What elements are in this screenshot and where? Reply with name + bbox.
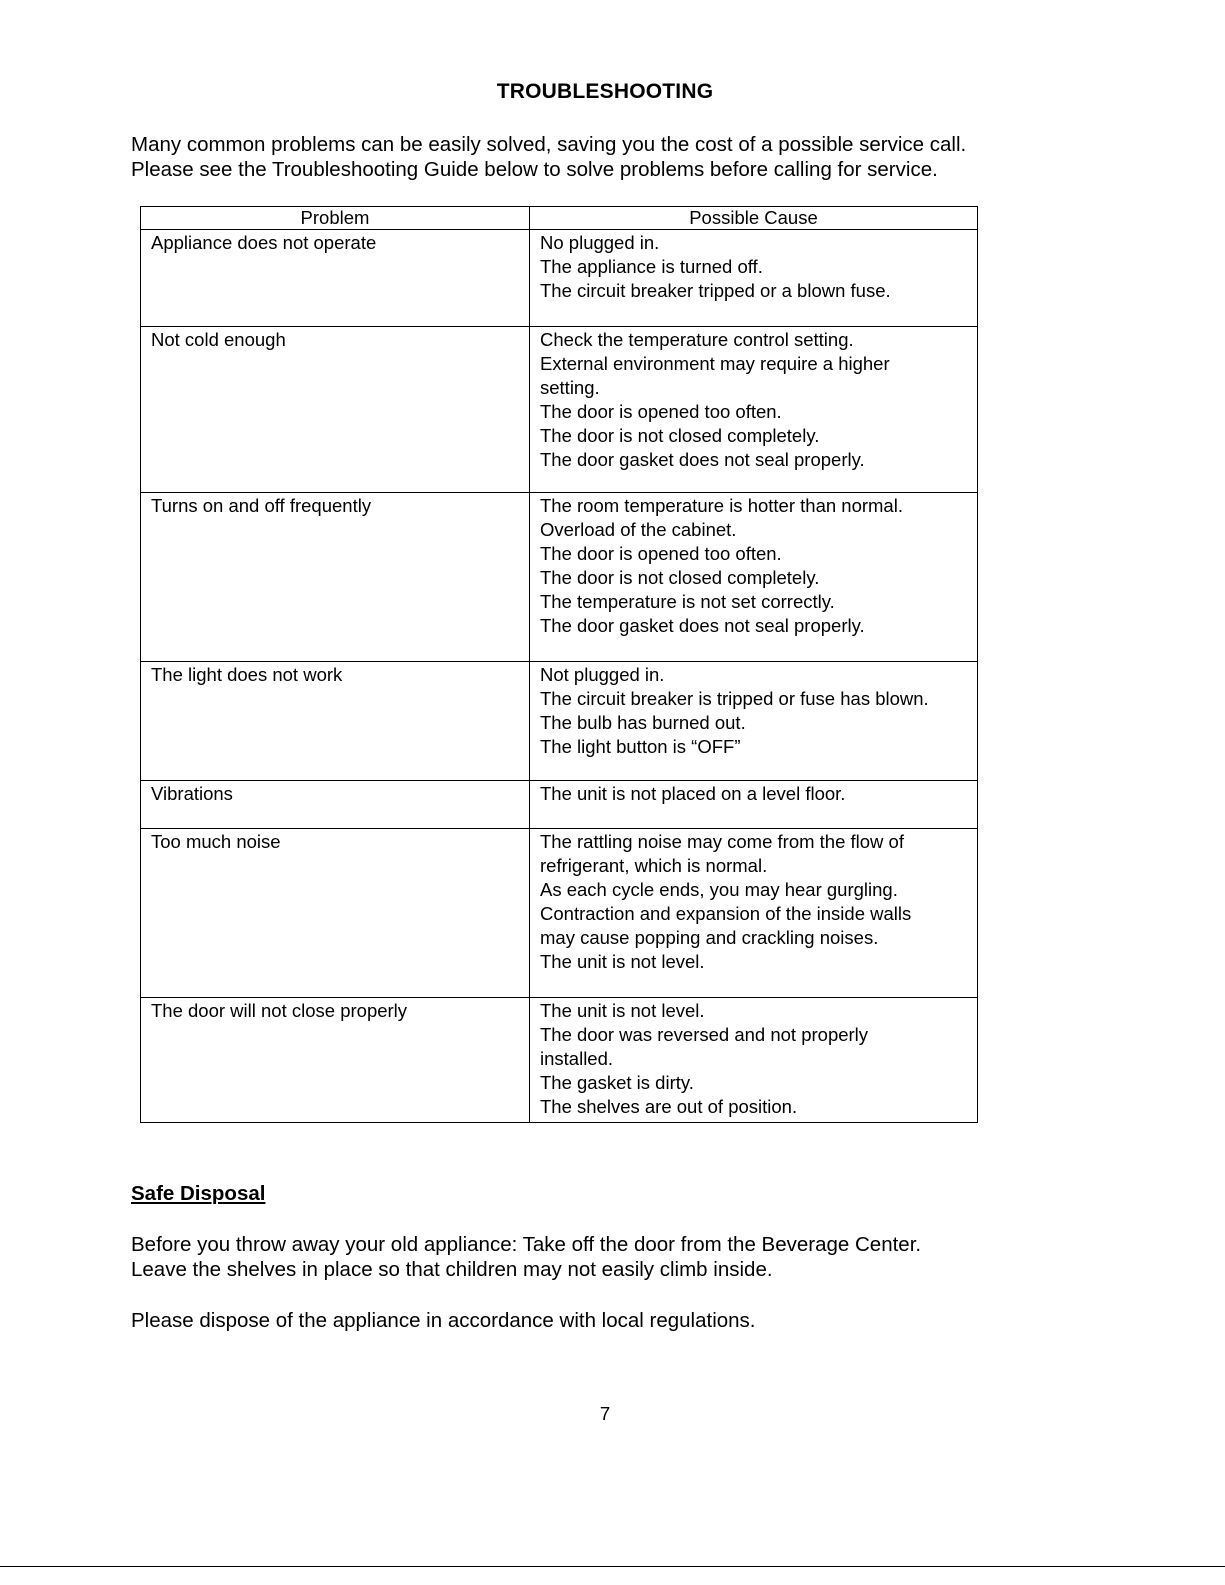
cause-line: installed. bbox=[540, 1048, 614, 1069]
page-title: TROUBLESHOOTING bbox=[496, 80, 714, 103]
header-possible-cause: Possible Cause bbox=[530, 207, 978, 230]
intro-line: Many common problems can be easily solved, saving you the cost of a possible service call. bbox=[131, 133, 967, 156]
cause-line: The temperature is not set correctly. bbox=[540, 591, 835, 612]
table-row bbox=[141, 230, 978, 327]
problem-cell: Too much noise bbox=[141, 829, 530, 998]
cause-cell bbox=[530, 230, 978, 327]
problem-cell: Not cold enough bbox=[141, 327, 530, 493]
cause-cell bbox=[530, 662, 978, 781]
cause-line: The gasket is dirty. bbox=[540, 1072, 694, 1093]
cause-cell bbox=[530, 829, 978, 998]
cause-line: No plugged in. bbox=[540, 232, 660, 253]
cause-line: The door gasket does not seal properly. bbox=[540, 449, 865, 470]
troubleshooting-table bbox=[140, 206, 978, 1123]
table-row bbox=[141, 998, 978, 1123]
header-problem: Problem bbox=[141, 207, 530, 230]
cause-line: The shelves are out of position. bbox=[540, 1096, 798, 1117]
table-row bbox=[141, 829, 978, 998]
cause-line: The unit is not level. bbox=[540, 1000, 705, 1021]
cause-line: The room temperature is hotter than normal. bbox=[540, 495, 903, 516]
cause-line: The unit is not level. bbox=[540, 951, 705, 972]
disposal-line: Before you throw away your old appliance: Take off the door from the Beverage Center. bbox=[131, 1233, 922, 1256]
cause-line: Overload of the cabinet. bbox=[540, 519, 737, 540]
cause-line: The door is not closed completely. bbox=[540, 425, 820, 446]
problem-cell: Appliance does not operate bbox=[141, 230, 530, 327]
cause-line: The unit is not placed on a level floor. bbox=[540, 783, 846, 804]
cause-line: The door is opened too often. bbox=[540, 401, 782, 422]
table-header-row bbox=[141, 207, 978, 230]
cause-line: Not plugged in. bbox=[540, 664, 665, 685]
problem-cell: Vibrations bbox=[141, 781, 530, 829]
cause-line: The light button is “OFF” bbox=[540, 736, 741, 757]
table-row bbox=[141, 662, 978, 781]
table-row bbox=[141, 327, 978, 493]
cause-line: External environment may require a higher bbox=[540, 353, 890, 374]
cause-cell bbox=[530, 493, 978, 662]
cause-line: may cause popping and crackling noises. bbox=[540, 927, 879, 948]
cause-line: refrigerant, which is normal. bbox=[540, 855, 768, 876]
page-number: 7 bbox=[599, 1403, 611, 1424]
problem-cell: The door will not close properly bbox=[141, 998, 530, 1123]
cause-cell bbox=[530, 781, 978, 829]
cause-cell bbox=[530, 998, 978, 1123]
intro-paragraph bbox=[131, 132, 1131, 182]
bottom-divider bbox=[0, 1566, 1225, 1567]
cause-cell bbox=[530, 327, 978, 493]
cause-line: The circuit breaker tripped or a blown fuse. bbox=[540, 280, 891, 301]
cause-line: Contraction and expansion of the inside walls bbox=[540, 903, 912, 924]
table-row bbox=[141, 781, 978, 829]
cause-line: The circuit breaker is tripped or fuse has blown. bbox=[540, 688, 929, 709]
cause-line: The appliance is turned off. bbox=[540, 256, 763, 277]
problem-cell: Turns on and off frequently bbox=[141, 493, 530, 662]
cause-line: The rattling noise may come from the flow of bbox=[540, 831, 904, 852]
cause-line: The door is opened too often. bbox=[540, 543, 782, 564]
disposal-line: Please dispose of the appliance in accordance with local regulations. bbox=[131, 1309, 756, 1332]
table-row bbox=[141, 493, 978, 662]
cause-line: Check the temperature control setting. bbox=[540, 329, 854, 350]
cause-line: setting. bbox=[540, 377, 600, 398]
safe-disposal-body bbox=[131, 1232, 1131, 1333]
intro-line: Please see the Troubleshooting Guide below to solve problems before calling for service. bbox=[131, 158, 938, 181]
safe-disposal-heading: Safe Disposal bbox=[131, 1182, 266, 1205]
cause-line: The bulb has burned out. bbox=[540, 712, 746, 733]
disposal-line: Leave the shelves in place so that children may not easily climb inside. bbox=[131, 1258, 773, 1281]
cause-line: As each cycle ends, you may hear gurgling. bbox=[540, 879, 898, 900]
cause-line: The door was reversed and not properly bbox=[540, 1024, 869, 1045]
cause-line: The door is not closed completely. bbox=[540, 567, 820, 588]
problem-cell: The light does not work bbox=[141, 662, 530, 781]
cause-line: The door gasket does not seal properly. bbox=[540, 615, 865, 636]
